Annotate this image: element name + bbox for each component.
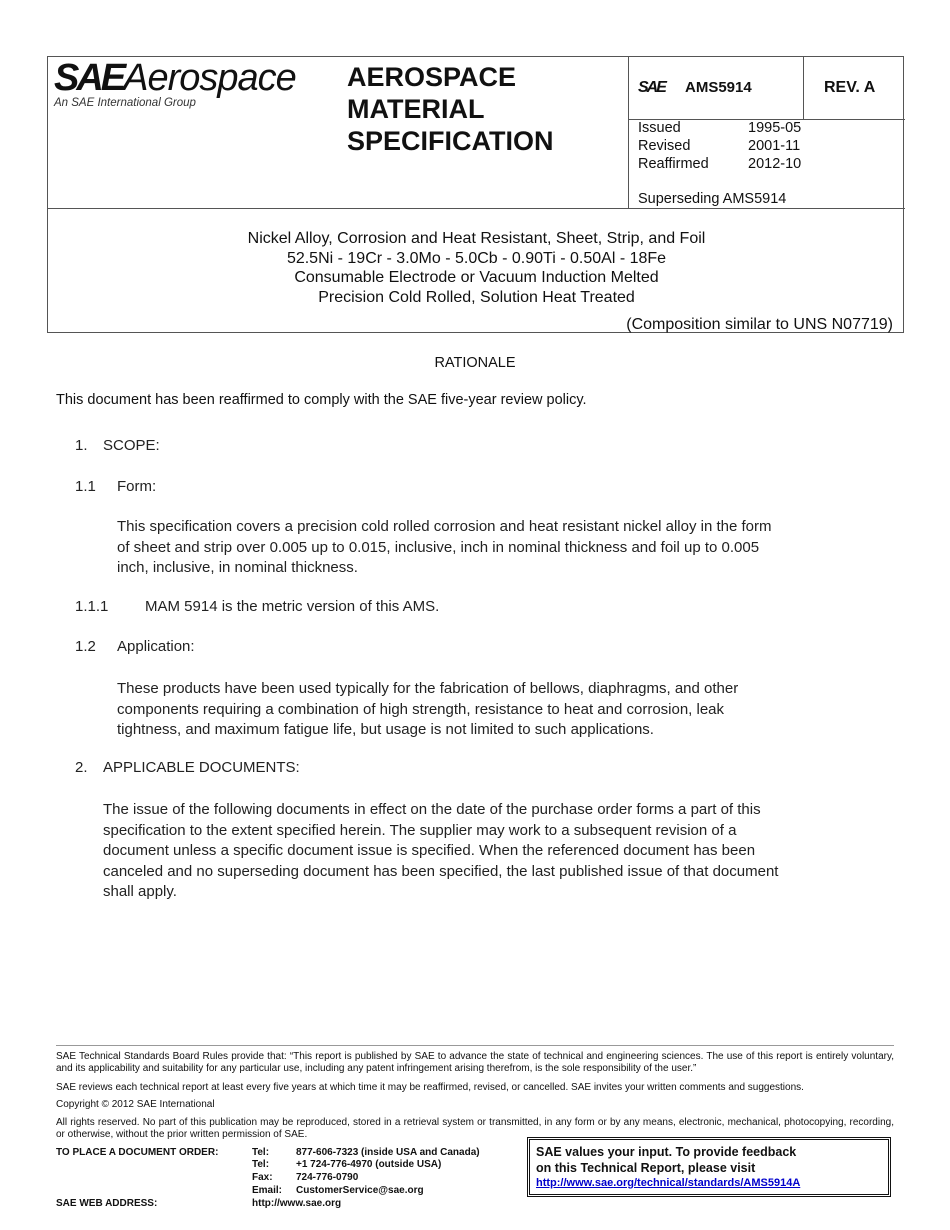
section-number: 1.2 [75,638,96,655]
feedback-link[interactable]: http://www.sae.org/technical/standards/AMS5914A [536,1177,801,1189]
section-number: 2. [75,759,88,776]
contact-label: Fax: [252,1172,273,1183]
date-value: 1995-05 [748,120,802,136]
contact-label: Email: [252,1185,283,1196]
rights-reserved-note: All rights reserved. No part of this publication may be reproduced, stored in a retrieval system or transmitted, in any form or by any means, electronic, mechanical, photocopying, recording, or otherwise, without the prior written permission of SAE. [56,1117,894,1140]
metric-version-text: MAM 5914 is the metric version of this AMS. [145,598,440,615]
date-value: 2001-11 [748,138,801,154]
section-number: 1. [75,437,88,454]
review-policy-note: SAE reviews each technical report at least every five years at which time it may be reaffirmed, revised, or cancelled. SAE invites your written comments and suggestions. [56,1082,804,1093]
para-line: of sheet and strip over 0.005 up to 0.015, inclusive, inch in nominal thickness and foil up to 0.005 [117,538,760,556]
section-number: 1.1.1 [75,598,109,615]
order-label: TO PLACE A DOCUMENT ORDER: [56,1147,219,1158]
composition-note: (Composition similar to UNS N07719) [626,316,893,333]
document-number: AMS5914 [685,79,752,96]
date-label: Reaffirmed [638,156,709,172]
phone-link[interactable]: +1 724-776-4970 (outside USA) [296,1159,442,1170]
web-address-link[interactable]: http://www.sae.org [252,1198,342,1209]
footer-rule [56,1045,894,1046]
feedback-line: SAE values your input. To provide feedback [536,1145,797,1159]
form-paragraph [117,517,771,579]
email-link[interactable]: CustomerService@sae.org [296,1185,424,1196]
superseding-note: Superseding AMS5914 [638,191,787,207]
section-heading-form: Form: [117,478,157,495]
divider [628,57,629,208]
doc-type-line: AEROSPACE [347,62,517,92]
divider [48,208,905,209]
para-line: These products have been used typically for the fabrication of bellows, diaphragms, and other [117,680,739,697]
rationale-heading: RATIONALE [434,355,516,371]
copyright-note: Copyright © 2012 SAE International [56,1099,215,1110]
title-line: 52.5Ni - 19Cr - 3.0Mo - 5.0Cb - 0.90Ti - 0.50Al - 18Fe [286,249,667,267]
doc-type-line: SPECIFICATION [347,126,554,156]
para-line: components requiring a combination of high strength, resistance to heat and corrosion, leak [117,700,725,718]
logo-tagline: An SAE International Group [54,97,196,109]
phone-link[interactable]: 877-606-7323 (inside USA and Canada) [296,1147,480,1158]
web-address-label: SAE WEB ADDRESS: [56,1198,158,1209]
section-number: 1.1 [75,478,96,495]
rationale-text: This document has been reaffirmed to comply with the SAE five-year review policy. [56,392,587,408]
application-paragraph [117,679,738,741]
fax-number: 724-776-0790 [296,1172,359,1183]
feedback-text [536,1144,796,1176]
logo-brand: SAE [54,57,124,99]
para-line: canceled and no superseding document has been specified, the last published issue of that document [103,862,779,880]
para-line: document unless a specific document issue is specified. When the referenced document has been [103,842,756,859]
title-line: Precision Cold Rolled, Solution Heat Treated [318,288,635,306]
doc-type-line: MATERIAL [347,94,485,124]
para-line: This specification covers a precision cold rolled corrosion and heat resistant nickel alloy in the form [117,518,772,535]
section-heading-application: Application: [117,638,195,655]
para-line: The issue of the following documents in effect on the date of the purchase order forms a part of this [103,801,761,818]
applicable-documents-paragraph [103,800,778,903]
para-line: inch, inclusive, in nominal thickness. [117,559,358,576]
feedback-line: on this Technical Report, please visit [536,1161,756,1175]
para-line: tightness, and maximum fatigue life, but usage is not limited to such applications. [117,721,654,738]
feedback-box [527,1137,891,1197]
document-type-heading [347,61,554,157]
document-title [48,229,905,307]
section-heading-applicable-documents: APPLICABLE DOCUMENTS: [103,759,300,776]
divider [803,57,804,119]
para-line: specification to the extent specified herein. The supplier may work to a subsequent revision of a [103,821,737,839]
sae-mini-logo: SAE [638,79,665,96]
logo-word: Aerospace [123,57,296,99]
date-value: 2012-10 [748,156,802,172]
contact-label: Tel: [252,1159,270,1170]
contact-label: Tel: [252,1147,270,1158]
section-heading-scope: SCOPE: [103,437,160,454]
title-line: Consumable Electrode or Vacuum Induction Melted [294,269,659,286]
title-line: Nickel Alloy, Corrosion and Heat Resistant, Sheet, Strip, and Foil [247,230,706,247]
revision-label: REV. A [824,79,876,96]
date-label: Revised [638,138,691,154]
sae-aerospace-logo [54,57,296,100]
para-line: shall apply. [103,883,177,900]
standards-board-rules: SAE Technical Standards Board Rules provide that: “This report is published by SAE to advance the state of technical and engineering sciences. The use of this report is entirely voluntary, and its applicability and suitability for any particular use, including any patent infringement arising therefrom, is the sole responsibility of the user.” [56,1051,894,1074]
header-box [47,56,904,333]
date-label: Issued [638,120,681,136]
